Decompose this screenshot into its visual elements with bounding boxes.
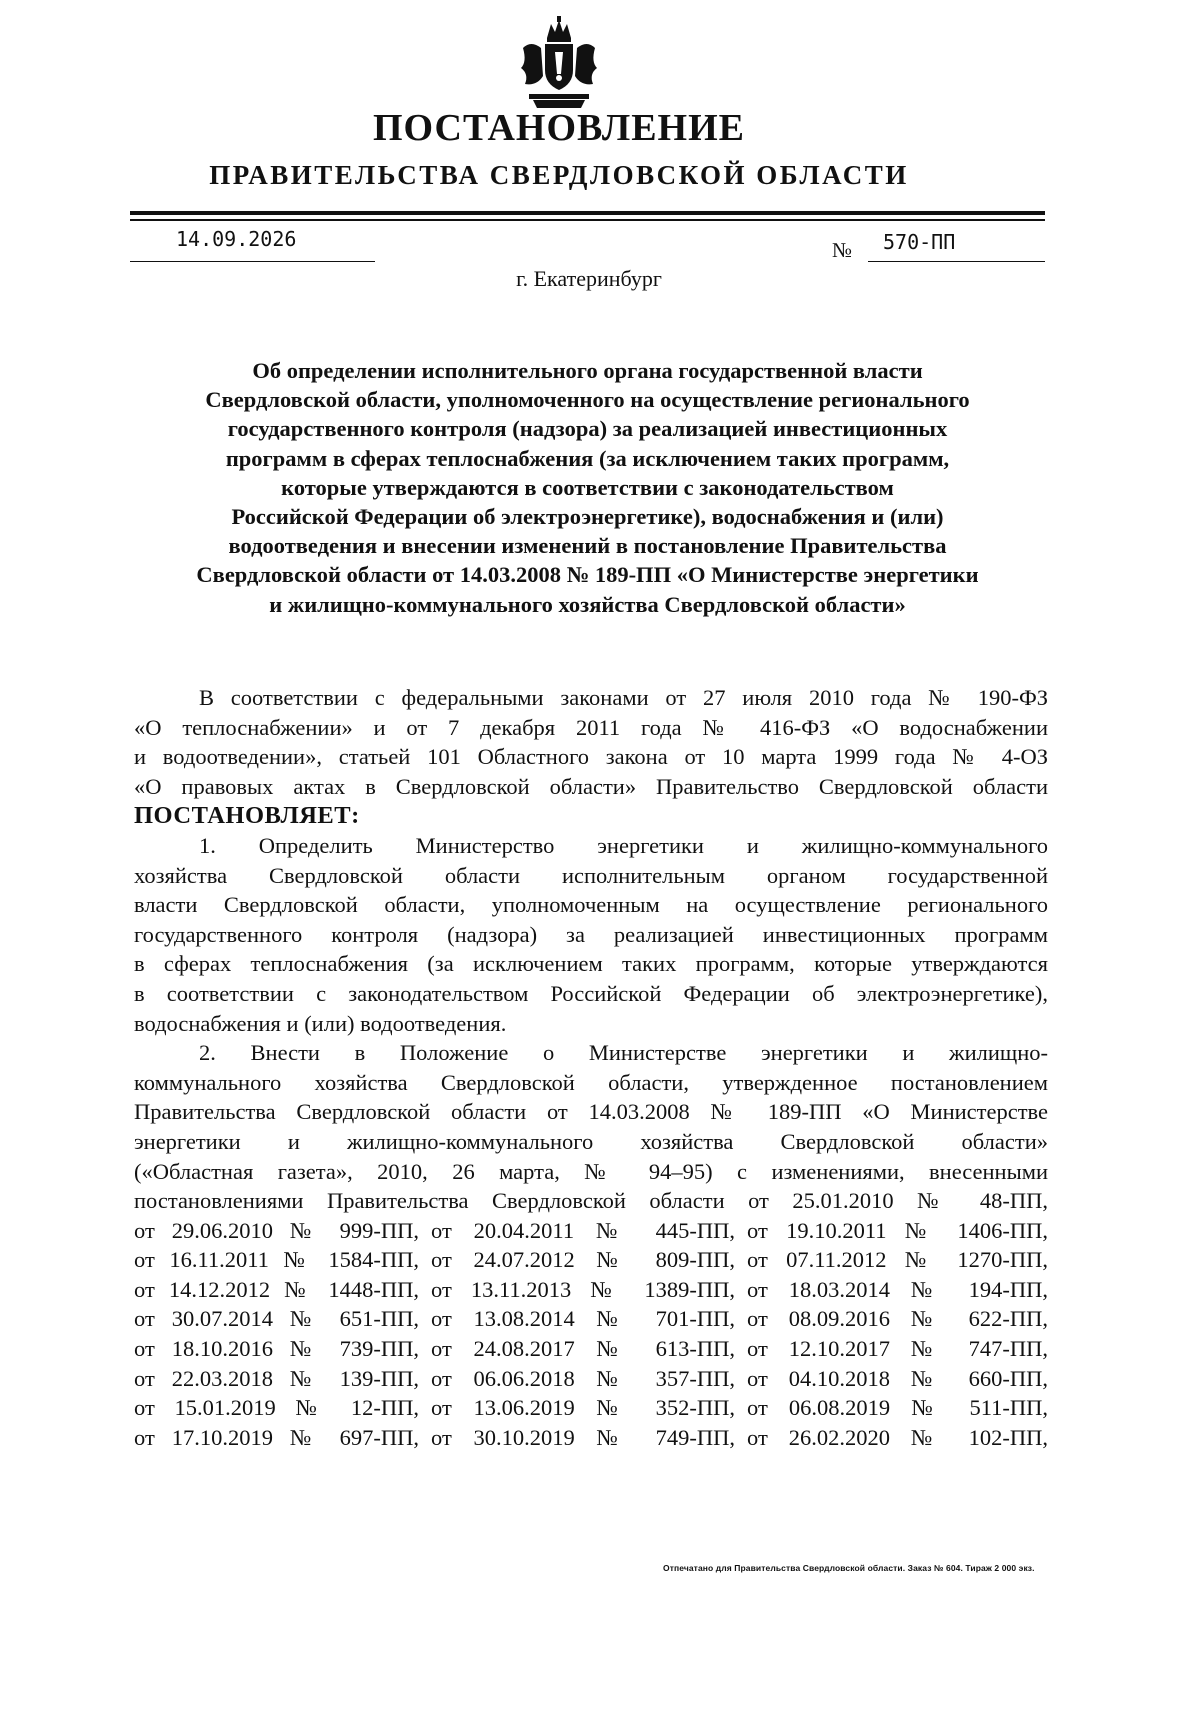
amendment-row bbox=[134, 1393, 1048, 1423]
amendment-ref: от 12.10.2017 № 747-ПП, bbox=[747, 1336, 1048, 1362]
date-underline bbox=[130, 261, 375, 262]
preamble-line: «О теплоснабжении» и от 7 декабря 2011 года № 416-ФЗ «О водоснабжении bbox=[134, 714, 1048, 740]
preamble-line: и водоотведении», статьей 101 Областного закона от 10 марта 1999 года № 4-ОЗ bbox=[134, 744, 1048, 770]
amendment-ref: от 15.01.2019 № 12-ПП, bbox=[134, 1395, 419, 1421]
number-sign: № bbox=[832, 238, 853, 262]
heading-line: Свердловской области, уполномоченного на осуществление регионального bbox=[205, 387, 970, 413]
item2-line: постановлениями Правительства Свердловской области от 25.01.2010 № 48-ПП, bbox=[134, 1188, 1048, 1214]
amendment-ref: от 08.09.2016 № 622-ПП, bbox=[747, 1306, 1048, 1332]
amendment-ref: от 29.06.2010 № 999-ПП, bbox=[134, 1217, 419, 1243]
heading-line: Российской Федерации об электроэнергетике), водоснабжения и (или) bbox=[231, 504, 944, 530]
heading-line: государственного контроля (надзора) за реализацией инвестиционных bbox=[227, 416, 948, 442]
amendment-row bbox=[134, 1304, 1048, 1334]
item2-line: 2. Внести в Положение о Министерстве энергетики и жилищно- bbox=[199, 1040, 1048, 1066]
document-title: ПОСТАНОВЛЕНИЕ bbox=[372, 107, 746, 149]
header-rule-thick bbox=[130, 211, 1045, 215]
city-label: г. Екатеринбург bbox=[516, 266, 662, 291]
amendment-ref: от 30.10.2019 № 749-ПП, bbox=[431, 1424, 735, 1450]
document-number: 570-ПП bbox=[883, 230, 956, 254]
document-date: 14.09.2026 bbox=[176, 227, 297, 251]
amendment-ref: от 20.04.2011 № 445-ПП, bbox=[431, 1217, 735, 1243]
item2-line: («Областная газета», 2010, 26 марта, № 94–95) с изменениями, внесенными bbox=[134, 1158, 1048, 1184]
amendment-ref: от 26.02.2020 № 102-ПП, bbox=[747, 1424, 1048, 1450]
preamble-line: «О правовых актах в Свердловской области» Правительство Свердловской области bbox=[134, 773, 1048, 799]
amendment-ref: от 14.12.2012 № 1448-ПП, bbox=[134, 1276, 419, 1302]
item1-line: государственного контроля (надзора) за реализацией инвестиционных программ bbox=[134, 921, 1048, 947]
amendment-ref: от 22.03.2018 № 139-ПП, bbox=[134, 1365, 419, 1391]
amendment-row bbox=[134, 1423, 1048, 1453]
preamble-line: В соответствии с федеральными законами от 27 июля 2010 года № 190-ФЗ bbox=[199, 685, 1048, 710]
item1-line: в соответствии с законодательством Российской Федерации об электроэнергетике), bbox=[134, 980, 1048, 1006]
heading-line: программ в сферах теплоснабжения (за исключением таких программ, bbox=[225, 445, 950, 471]
item2-line: Правительства Свердловской области от 14.03.2008 № 189-ПП «О Министерстве bbox=[134, 1099, 1048, 1125]
amendment-ref: от 06.06.2018 № 357-ПП, bbox=[431, 1365, 735, 1391]
amendment-ref: от 06.08.2019 № 511-ПП, bbox=[747, 1395, 1048, 1421]
amendment-ref: от 30.07.2014 № 651-ПП, bbox=[134, 1306, 419, 1332]
amendment-ref: от 13.11.2013 № 1389-ПП, bbox=[431, 1276, 735, 1302]
heading-line: Свердловской области от 14.03.2008 № 189-ПП «О Министерстве энергетики bbox=[196, 562, 979, 588]
document-body bbox=[134, 683, 1048, 1452]
amendment-ref: от 19.10.2011 № 1406-ПП, bbox=[747, 1217, 1048, 1243]
number-underline bbox=[868, 261, 1045, 262]
item1-line: хозяйства Свердловской области исполнительным органом государственной bbox=[134, 862, 1048, 888]
amendment-ref: от 16.11.2011 № 1584-ПП, bbox=[134, 1247, 419, 1273]
heading-line: Об определении исполнительного органа государственной власти bbox=[252, 358, 923, 383]
amendment-ref: от 13.08.2014 № 701-ПП, bbox=[431, 1306, 735, 1332]
amendment-ref: от 13.06.2019 № 352-ПП, bbox=[431, 1395, 735, 1421]
print-imprint: Отпечатано для Правительства Свердловской области. Заказ № 604. Тираж 2 000 экз. bbox=[663, 1563, 1035, 1573]
amendment-row bbox=[134, 1364, 1048, 1394]
amendment-ref: от 17.10.2019 № 697-ПП, bbox=[134, 1424, 419, 1450]
header-rule-thin bbox=[130, 219, 1045, 221]
amendment-row bbox=[134, 1275, 1048, 1305]
document-subtitle: ПРАВИТЕЛЬСТВА СВЕРДЛОВСКОЙ ОБЛАСТИ bbox=[209, 160, 909, 190]
amendment-ref: от 07.11.2012 № 1270-ПП, bbox=[747, 1247, 1048, 1273]
amendment-ref: от 24.07.2012 № 809-ПП, bbox=[431, 1247, 735, 1273]
amendment-row bbox=[134, 1245, 1048, 1275]
amendment-ref: от 18.03.2014 № 194-ПП, bbox=[747, 1276, 1048, 1302]
document-heading bbox=[130, 356, 1045, 619]
item2-line: энергетики и жилищно-коммунального хозяйства Свердловской области» bbox=[134, 1128, 1048, 1154]
decree-word: ПОСТАНОВЛЯЕТ: bbox=[134, 802, 360, 830]
item1-line: водоснабжения и (или) водоотведения. bbox=[134, 1010, 507, 1036]
heading-line: которые утверждаются в соответствии с законодательством bbox=[281, 474, 894, 500]
heading-line: водоотведения и внесении изменений в постановление Правительства bbox=[228, 533, 947, 559]
amendment-ref: от 18.10.2016 № 739-ПП, bbox=[134, 1336, 419, 1362]
item1-line: в сферах теплоснабжения (за исключением таких программ, которые утверждаются bbox=[134, 951, 1048, 977]
amendment-ref: от 04.10.2018 № 660-ПП, bbox=[747, 1365, 1048, 1391]
amendment-row bbox=[134, 1216, 1048, 1246]
amendment-row bbox=[134, 1334, 1048, 1364]
amendment-ref: от 24.08.2017 № 613-ПП, bbox=[431, 1336, 735, 1362]
item1-line: власти Свердловской области, уполномоченным на осуществление регионального bbox=[134, 892, 1048, 918]
item1-line: 1. Определить Министерство энергетики и жилищно-коммунального bbox=[199, 832, 1048, 858]
heading-line: и жилищно-коммунального хозяйства Свердловской области» bbox=[269, 591, 906, 617]
coat-of-arms-icon bbox=[511, 14, 607, 110]
item2-line: коммунального хозяйства Свердловской области, утвержденное постановлением bbox=[134, 1069, 1048, 1095]
